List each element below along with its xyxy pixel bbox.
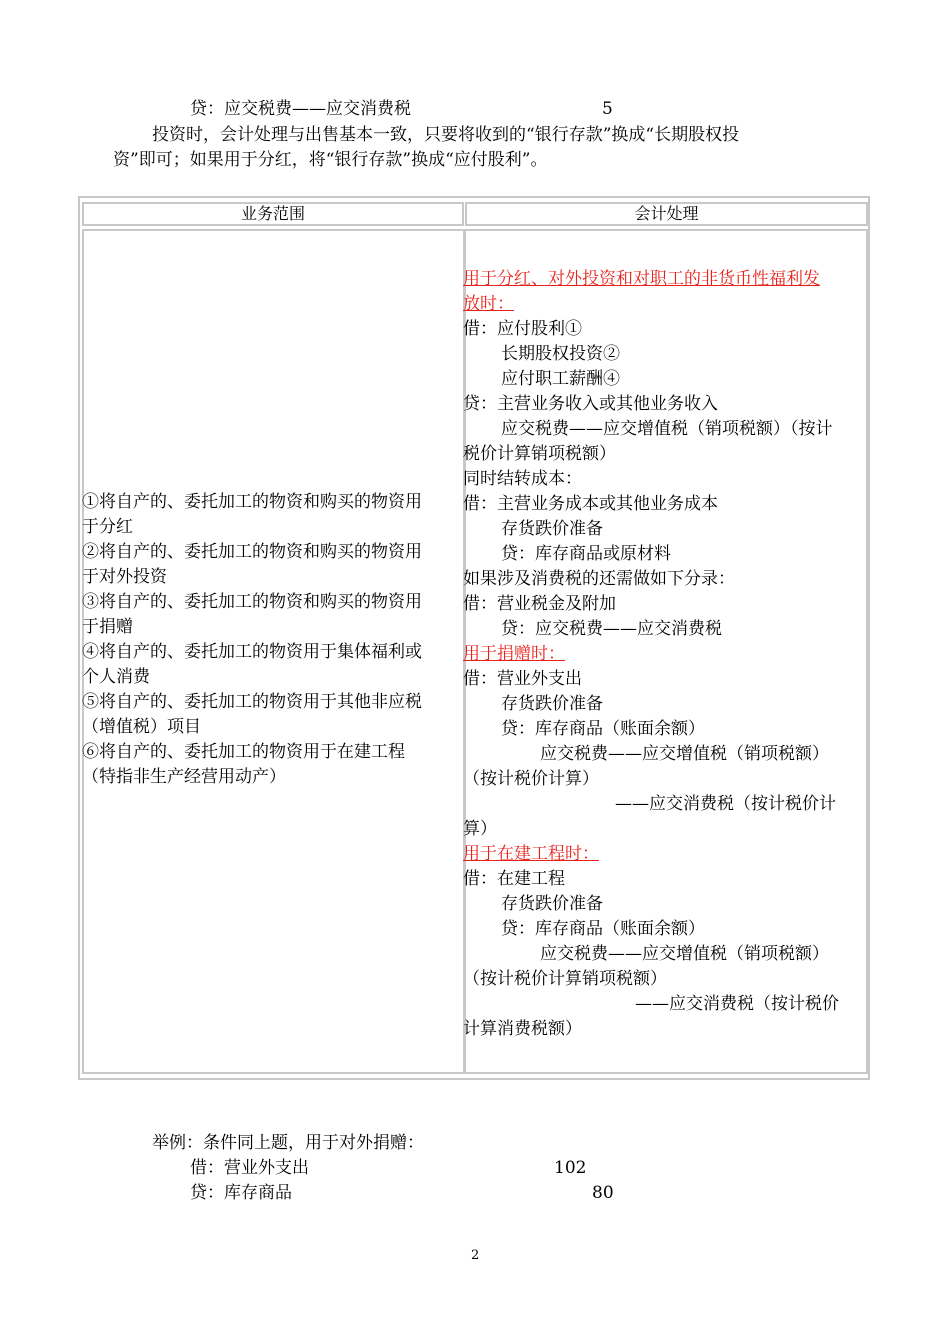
entry-line: 税价计算销项税额）: [463, 444, 616, 464]
scope-line: （增值税）项目: [82, 717, 201, 737]
entry-line: 借：在建工程: [463, 869, 565, 889]
section-heading-dividend: 用于分红、对外投资和对职工的非货币性福利发: [463, 269, 820, 289]
section-heading-donation: 用于捐赠时：: [463, 644, 565, 664]
entry-line: 贷：主营业务收入或其他业务收入: [463, 394, 718, 414]
example-title: 举例：条件同上题，用于对外捐赠：: [152, 1133, 424, 1153]
page-number: 2: [471, 1248, 480, 1263]
credit-entry-amount: 5: [602, 99, 613, 119]
entry-line: 应交税费——应交增值税（销项税额）: [540, 944, 829, 964]
scope-line: ⑥将自产的、委托加工的物资用于在建工程: [82, 742, 405, 762]
entry-line: 存货跌价准备: [501, 894, 603, 914]
entry-line: ——应交消费税（按计税价计: [615, 794, 836, 814]
entry-line: 算）: [463, 819, 497, 839]
entry-line: 借：应付股利①: [463, 319, 582, 339]
entry-line: 长期股权投资②: [501, 344, 620, 364]
entry-line: 应付职工薪酬④: [501, 369, 620, 389]
example-credit-label: 贷：库存商品: [190, 1183, 292, 1203]
entry-line: 应交税费——应交增值税（销项税额）: [540, 744, 829, 764]
entry-line: ——应交消费税（按计税价: [635, 994, 839, 1014]
entry-line: 如果涉及消费税的还需做如下分录：: [463, 569, 735, 589]
entry-line: 应交税费——应交增值税（销项税额）（按计: [501, 419, 833, 439]
scope-line: 于捐赠: [82, 617, 133, 637]
scope-line: ⑤将自产的、委托加工的物资用于其他非应税: [82, 692, 422, 712]
business-scope-list: [82, 490, 468, 790]
example-credit-amount: 80: [592, 1183, 614, 1203]
entry-line: 贷：应交税费——应交消费税: [501, 619, 722, 639]
scope-line: 于对外投资: [82, 567, 167, 587]
entry-line: 借：营业外支出: [463, 669, 582, 689]
credit-entry-label: 贷：应交税费——应交消费税: [190, 99, 411, 119]
entry-line: （按计税价计算）: [463, 769, 599, 789]
entry-line: 借：营业税金及附加: [463, 594, 616, 614]
entry-line: 贷：库存商品（账面余额）: [501, 719, 705, 739]
entry-line: 贷：库存商品或原材料: [501, 544, 671, 564]
entry-line: 同时结转成本：: [463, 469, 582, 489]
accounting-treatment-entries: [463, 267, 873, 1042]
entry-line: 存货跌价准备: [501, 519, 603, 539]
scope-line: ①将自产的、委托加工的物资和购买的物资用: [82, 492, 422, 512]
scope-line: 于分红: [82, 517, 133, 537]
entry-line: 计算消费税额）: [463, 1019, 582, 1039]
scope-line: 个人消费: [82, 667, 150, 687]
example-debit-label: 借：营业外支出: [190, 1158, 309, 1178]
entry-line: 贷：库存商品（账面余额）: [501, 919, 705, 939]
example-debit-amount: 102: [554, 1158, 587, 1178]
scope-line: （特指非生产经营用动产）: [82, 767, 286, 787]
scope-line: ④将自产的、委托加工的物资用于集体福利或: [82, 642, 422, 662]
scope-line: ③将自产的、委托加工的物资和购买的物资用: [82, 592, 422, 612]
entry-line: 存货跌价准备: [501, 694, 603, 714]
entry-line: 借：主营业务成本或其他业务成本: [463, 494, 718, 514]
intro-paragraph-line-1: 投资时，会计处理与出售基本一致，只要将收到的“银行存款”换成“长期股权投: [152, 125, 740, 145]
scope-line: ②将自产的、委托加工的物资和购买的物资用: [82, 542, 422, 562]
header-business-scope: 业务范围: [82, 202, 464, 226]
entry-line: （按计税价计算销项税额）: [463, 969, 667, 989]
header-accounting-treatment: 会计处理: [465, 202, 868, 226]
section-heading-construction: 用于在建工程时：: [463, 844, 599, 864]
section-heading-dividend-cont: 放时：: [463, 294, 514, 314]
intro-paragraph-line-2: 资”即可；如果用于分红，将“银行存款”换成“应付股利”。: [113, 150, 548, 170]
